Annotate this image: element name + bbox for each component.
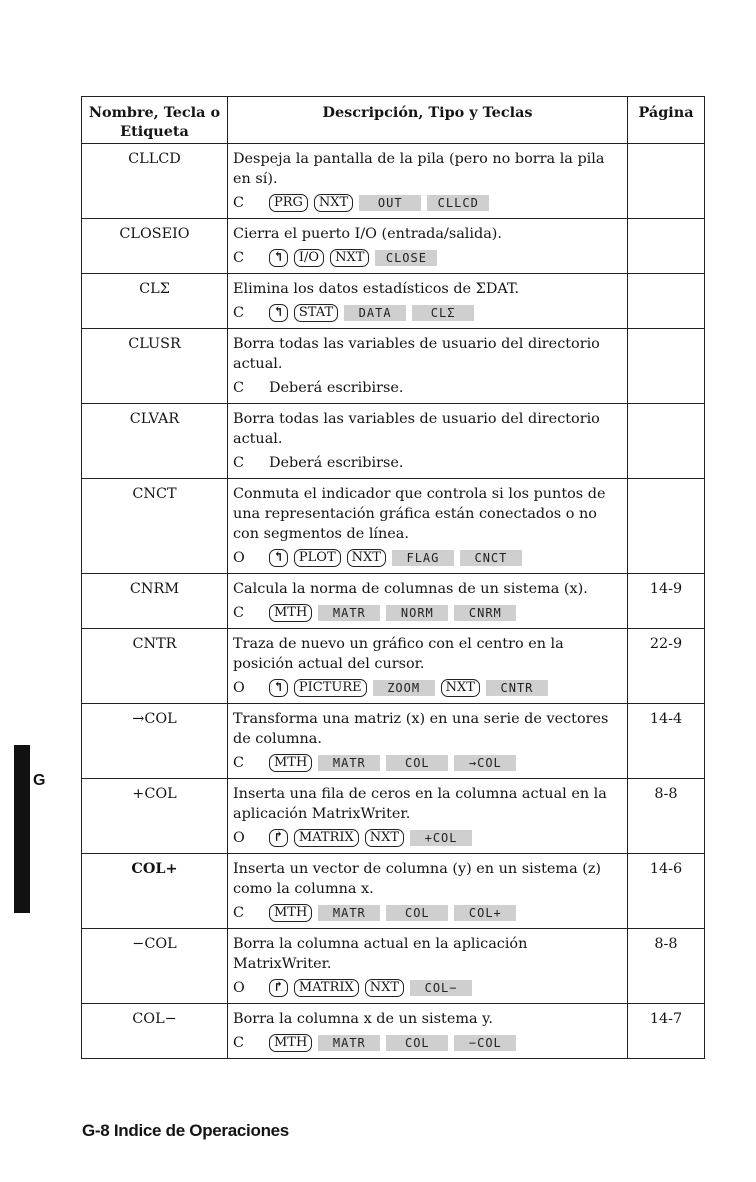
operation-name: CLUSR (82, 329, 228, 404)
menu-label: CLOSE (375, 250, 437, 266)
menu-label: OUT (359, 195, 421, 211)
page-reference: 14-4 (628, 704, 705, 779)
operation-description: Borra todas las variables de usuario del directorio actual. (233, 411, 600, 447)
page-reference: 14-7 (628, 1004, 705, 1059)
operation-description: Cierra el puerto I/O (entrada/salida). (233, 226, 502, 242)
operation-description-cell (228, 704, 628, 779)
table-row (82, 479, 705, 574)
page-reference: 14-9 (628, 574, 705, 629)
operation-name: COL− (82, 1004, 228, 1059)
menu-label: →COL (454, 755, 516, 771)
menu-label: NORM (386, 605, 448, 621)
operation-name: CLΣ (82, 274, 228, 329)
operation-description: Transforma una matriz (x) en una serie de vectores de columna. (233, 711, 609, 747)
operation-description: Calcula la norma de columnas de un sistema (x). (233, 581, 588, 597)
table-row (82, 629, 705, 704)
operation-description: Inserta una fila de ceros en la columna actual en la aplicación MatrixWriter. (233, 786, 607, 822)
calculator-key: NXT (365, 979, 404, 997)
key-sequence (233, 247, 617, 269)
key-sequence (233, 1032, 617, 1054)
menu-label: COL (386, 905, 448, 921)
operation-name: CLVAR (82, 404, 228, 479)
calculator-key: MTH (269, 904, 312, 922)
operation-name: CLOSEIO (82, 219, 228, 274)
operation-description: Inserta un vector de columna (y) en un sistema (z) como la columna x. (233, 861, 602, 897)
operation-description: Borra la columna x de un sistema y. (233, 1011, 493, 1027)
section-tab-letter: G (33, 772, 46, 789)
section-tab-marker (14, 745, 30, 913)
typing-note: Deberá escribirse. (269, 380, 404, 396)
operation-description-cell (228, 144, 628, 219)
key-sequence (233, 677, 617, 699)
menu-label: COL− (410, 980, 472, 996)
operation-type: C (233, 250, 245, 266)
page-reference: 22-9 (628, 629, 705, 704)
menu-label: MATR (318, 905, 380, 921)
key-sequence (233, 547, 617, 569)
key-sequence (233, 192, 617, 214)
operation-description-cell (228, 929, 628, 1004)
calculator-key: NXT (314, 194, 353, 212)
menu-label: MATR (318, 1035, 380, 1051)
page-reference (628, 329, 705, 404)
calculator-key: PLOT (294, 549, 341, 567)
page-reference (628, 404, 705, 479)
calculator-key: STAT (294, 304, 338, 322)
table-row (82, 144, 705, 219)
table-row (82, 1004, 705, 1059)
operation-type: C (233, 195, 245, 211)
key-sequence (233, 827, 617, 849)
calculator-key: MTH (269, 1034, 312, 1052)
operation-description: Conmuta el indicador que controla si los puntos de una representación gráfica están conectados o no con segmentos de línea. (233, 486, 606, 542)
shift-key-icon: ↰ (269, 249, 288, 267)
operation-name: +COL (82, 779, 228, 854)
operation-type: C (233, 305, 245, 321)
operation-type: C (233, 605, 245, 621)
key-sequence (233, 377, 617, 399)
operation-description-cell (228, 329, 628, 404)
operation-description-cell (228, 404, 628, 479)
calculator-key: NXT (347, 549, 386, 567)
table-row (82, 574, 705, 629)
operation-name: CNTR (82, 629, 228, 704)
menu-label: MATR (318, 755, 380, 771)
shift-key-icon: ↱ (269, 829, 288, 847)
operation-description-cell (228, 274, 628, 329)
menu-label: −COL (454, 1035, 516, 1051)
table-row (82, 329, 705, 404)
menu-label: +COL (410, 830, 472, 846)
operation-type: C (233, 1035, 245, 1051)
table-header-row (82, 97, 705, 144)
header-name: Nombre, Tecla o Etiqueta (82, 97, 228, 144)
shift-key-icon: ↰ (269, 304, 288, 322)
operation-description-cell (228, 629, 628, 704)
header-page: Página (628, 97, 705, 144)
menu-label: CNCT (460, 550, 522, 566)
operation-description: Borra la columna actual en la aplicación MatrixWriter. (233, 936, 528, 972)
calculator-key: PICTURE (294, 679, 367, 697)
operation-description: Borra todas las variables de usuario del directorio actual. (233, 336, 600, 372)
page-reference (628, 479, 705, 574)
table-row (82, 404, 705, 479)
menu-label: CLLCD (427, 195, 489, 211)
operation-description-cell (228, 779, 628, 854)
key-sequence (233, 902, 617, 924)
operation-description-cell (228, 574, 628, 629)
calculator-key: PRG (269, 194, 308, 212)
page-reference (628, 219, 705, 274)
operation-name: −COL (82, 929, 228, 1004)
menu-label: MATR (318, 605, 380, 621)
key-sequence (233, 977, 617, 999)
calculator-key: MATRIX (294, 979, 359, 997)
menu-label: COL+ (454, 905, 516, 921)
calculator-key: I/O (294, 249, 324, 267)
page-reference: 8-8 (628, 929, 705, 1004)
operation-type: O (233, 980, 245, 996)
page-reference: 14-6 (628, 854, 705, 929)
calculator-key: MTH (269, 604, 312, 622)
calculator-key: NXT (365, 829, 404, 847)
operation-name: CNRM (82, 574, 228, 629)
page-reference: 8-8 (628, 779, 705, 854)
operation-type: C (233, 380, 245, 396)
operation-name: COL+ (82, 854, 228, 929)
key-sequence (233, 602, 617, 624)
operation-name: →COL (82, 704, 228, 779)
shift-key-icon: ↱ (269, 979, 288, 997)
calculator-key: MTH (269, 754, 312, 772)
operation-type: C (233, 455, 245, 471)
table-row (82, 929, 705, 1004)
table-row (82, 274, 705, 329)
operation-description: Elimina los datos estadísticos de ΣDAT. (233, 281, 520, 297)
typing-note: Deberá escribirse. (269, 455, 404, 471)
operation-description-cell (228, 479, 628, 574)
shift-key-icon: ↰ (269, 549, 288, 567)
menu-label: CNRM (454, 605, 516, 621)
operation-type: C (233, 905, 245, 921)
operation-description-cell (228, 1004, 628, 1059)
key-sequence (233, 452, 617, 474)
page-reference (628, 274, 705, 329)
calculator-key: NXT (330, 249, 369, 267)
operation-type: O (233, 550, 245, 566)
table-row (82, 854, 705, 929)
menu-label: DATA (344, 305, 406, 321)
table-row (82, 704, 705, 779)
operation-type: C (233, 755, 245, 771)
operation-name: CNCT (82, 479, 228, 574)
operation-type: O (233, 680, 245, 696)
menu-label: ZOOM (373, 680, 435, 696)
operation-description: Traza de nuevo un gráfico con el centro en la posición actual del cursor. (233, 636, 564, 672)
operation-description-cell (228, 219, 628, 274)
operation-name: CLLCD (82, 144, 228, 219)
menu-label: CLΣ (412, 305, 474, 321)
operations-table (81, 96, 705, 1059)
operation-description: Despeja la pantalla de la pila (pero no borra la pila en sí). (233, 151, 605, 187)
table-row (82, 219, 705, 274)
table-row (82, 779, 705, 854)
shift-key-icon: ↰ (269, 679, 288, 697)
menu-label: CNTR (486, 680, 548, 696)
key-sequence (233, 752, 617, 774)
page-reference (628, 144, 705, 219)
menu-label: COL (386, 755, 448, 771)
calculator-key: MATRIX (294, 829, 359, 847)
key-sequence (233, 302, 617, 324)
header-description: Descripción, Tipo y Teclas (228, 97, 628, 144)
menu-label: FLAG (392, 550, 454, 566)
operation-type: O (233, 830, 245, 846)
calculator-key: NXT (441, 679, 480, 697)
operation-description-cell (228, 854, 628, 929)
page-footer: G-8 Indice de Operaciones (82, 1121, 289, 1140)
menu-label: COL (386, 1035, 448, 1051)
